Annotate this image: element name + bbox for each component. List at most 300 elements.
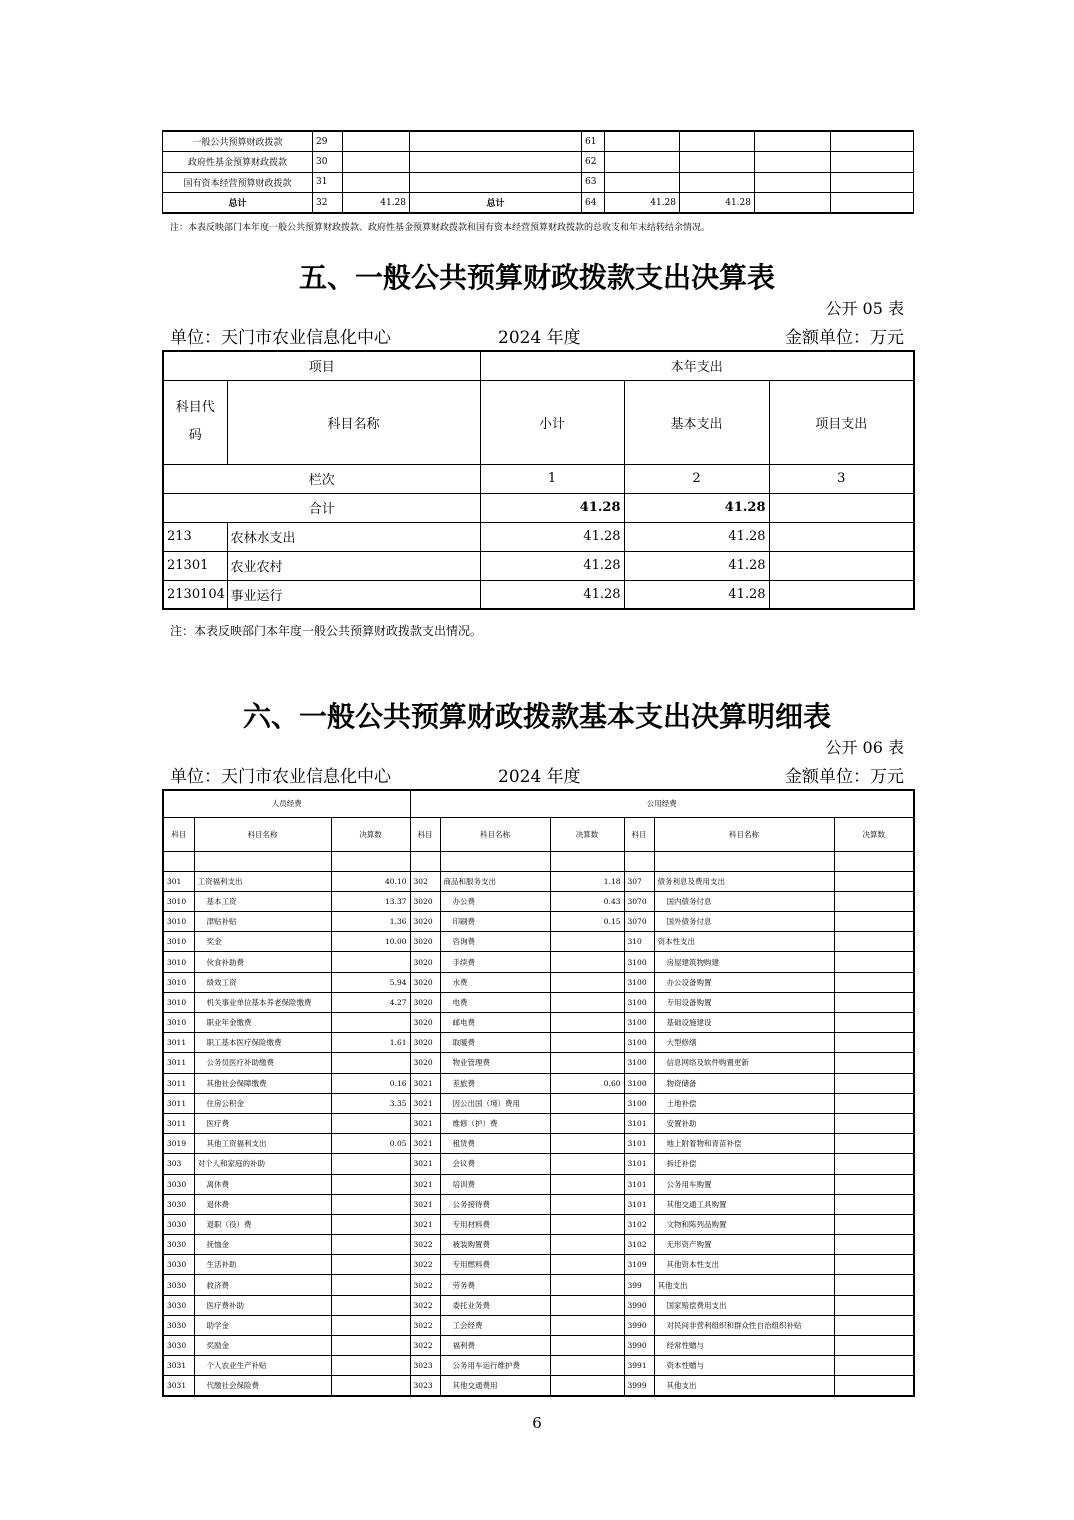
- row-amount: [331, 1255, 410, 1275]
- row-code: 3100: [624, 1073, 654, 1093]
- row-amount: [834, 952, 914, 972]
- header-code: 科目: [163, 817, 194, 851]
- row-amount: [834, 932, 914, 952]
- table6: [162, 789, 915, 1397]
- row-amount: [550, 1053, 624, 1073]
- row-code: 301: [163, 871, 194, 891]
- row-line: 31: [313, 172, 343, 193]
- row-amount: [550, 1174, 624, 1194]
- row-code: 3011: [163, 1073, 194, 1093]
- table6-title: 六、一般公共预算财政拨款基本支出决算明细表: [242, 700, 831, 733]
- row-code: 3100: [624, 1053, 654, 1073]
- row-name: 债务利息及费用支出: [654, 871, 834, 891]
- row-name: 医疗费补助: [194, 1295, 331, 1315]
- row-amount: [331, 1194, 410, 1214]
- row-name: 国外债务付息: [654, 912, 834, 932]
- row-name: 房屋建筑物购建: [654, 952, 834, 972]
- table-row: [163, 1013, 914, 1033]
- row-code: 3023: [410, 1356, 440, 1376]
- row-name: 救济费: [194, 1275, 331, 1295]
- row-code: 3010: [163, 972, 194, 992]
- row-amount: [834, 1154, 914, 1174]
- row-code: 3030: [163, 1174, 194, 1194]
- row-name: 抚恤金: [194, 1235, 331, 1255]
- row-code: 2130104: [163, 580, 227, 609]
- total-label: 合计: [163, 493, 480, 522]
- row-code: 3011: [163, 1113, 194, 1133]
- table-row: [163, 1194, 914, 1214]
- row-name: 其他资本性支出: [654, 1255, 834, 1275]
- row-amount: [834, 1255, 914, 1275]
- row-name: 事业运行: [227, 580, 480, 609]
- row-code: 3030: [163, 1214, 194, 1234]
- row-amount: [343, 152, 410, 173]
- header-name: 科目名称: [227, 380, 480, 464]
- row-v3: [755, 152, 831, 173]
- table5-title: 五、一般公共预算财政拨款支出决算表: [298, 261, 775, 294]
- row-code: 3030: [163, 1194, 194, 1214]
- row-name: 租赁费: [440, 1134, 550, 1154]
- row-name: 奖励金: [194, 1336, 331, 1356]
- header-amount: 决算数: [834, 817, 914, 851]
- row-amount: 5.94: [331, 972, 410, 992]
- row-name: 奖金: [194, 932, 331, 952]
- row-v1: [605, 152, 680, 173]
- row-item2: [410, 172, 582, 193]
- row-v1: [605, 172, 680, 193]
- row-name: 其他支出: [654, 1275, 834, 1295]
- header-amount: 决算数: [331, 817, 410, 851]
- row-amount: [834, 1033, 914, 1053]
- row-basic: 41.28: [624, 551, 769, 580]
- row-amount: [834, 1214, 914, 1234]
- row-amount: [550, 932, 624, 952]
- row-name: 福利费: [440, 1336, 550, 1356]
- row-amount: [550, 1255, 624, 1275]
- row-code: 3011: [163, 1033, 194, 1053]
- row-code: 3990: [624, 1336, 654, 1356]
- row-amount: [331, 952, 410, 972]
- row-amount: [834, 972, 914, 992]
- table-row: [163, 551, 914, 580]
- unit-label: 单位：天门市农业信息化中心: [170, 328, 391, 348]
- table6-number: 公开 06 表: [825, 738, 904, 757]
- row-amount: 0.15: [550, 912, 624, 932]
- row-name: 工会经费: [440, 1315, 550, 1335]
- row-amount: [550, 1154, 624, 1174]
- row-amount: [834, 1356, 914, 1376]
- row-item: 一般公共预算财政拨款: [163, 131, 313, 152]
- row-amount: [550, 1295, 624, 1315]
- row-name: 水费: [440, 972, 550, 992]
- table-row: [163, 1255, 914, 1275]
- row-code: 3101: [624, 1194, 654, 1214]
- row-amount: 10.00: [331, 932, 410, 952]
- row-name: 邮电费: [440, 1013, 550, 1033]
- row-code: 3031: [163, 1376, 194, 1396]
- row-code: 3020: [410, 1033, 440, 1053]
- table-row: [163, 131, 914, 152]
- row-amount: [331, 1154, 410, 1174]
- row-amount: [550, 1033, 624, 1053]
- row-code: 3022: [410, 1275, 440, 1295]
- row-name: 生活补助: [194, 1255, 331, 1275]
- row-line: 32: [313, 193, 343, 214]
- row-code: 213: [163, 522, 227, 551]
- row-code: 3010: [163, 952, 194, 972]
- table-row: [163, 1134, 914, 1154]
- row-code: 3100: [624, 1033, 654, 1053]
- unit-label: 单位：天门市农业信息化中心: [170, 767, 391, 787]
- row-code: 3021: [410, 1154, 440, 1174]
- row-code: 3021: [410, 1174, 440, 1194]
- row-name: 离休费: [194, 1174, 331, 1194]
- row-amount: [331, 1013, 410, 1033]
- row-code: 3010: [163, 912, 194, 932]
- currency-label: 金额单位：万元: [785, 767, 904, 787]
- row-v4: [831, 131, 914, 152]
- row-code: 3010: [163, 992, 194, 1012]
- row-name: 土地补偿: [654, 1093, 834, 1113]
- row-code: 3100: [624, 952, 654, 972]
- row-amount: [331, 1174, 410, 1194]
- row-amount: [550, 1235, 624, 1255]
- row-code: 3100: [624, 1093, 654, 1113]
- row-amount: [834, 1134, 914, 1154]
- row-amount: [834, 1073, 914, 1093]
- row-line2: 61: [582, 131, 605, 152]
- row-line2: 62: [582, 152, 605, 173]
- row-name: 电费: [440, 992, 550, 1012]
- row-line: 29: [313, 131, 343, 152]
- row-amount: [834, 1315, 914, 1335]
- table-row: [163, 1315, 914, 1335]
- table5: [162, 350, 915, 610]
- row-name: 基本工资: [194, 891, 331, 911]
- row-code: 3020: [410, 992, 440, 1012]
- table-row: [163, 1174, 914, 1194]
- row-amount: 0.05: [331, 1134, 410, 1154]
- row-name: 公务用车购置: [654, 1174, 834, 1194]
- row-code: 3011: [163, 1053, 194, 1073]
- total-subtotal: 41.28: [480, 493, 624, 522]
- row-name: 商品和服务支出: [440, 871, 550, 891]
- row-v1: [605, 131, 680, 152]
- year-label: 2024 年度: [498, 767, 581, 787]
- table-row: [163, 1033, 914, 1053]
- row-amount: [550, 992, 624, 1012]
- row-v4: [831, 152, 914, 173]
- row-amount: [550, 1093, 624, 1113]
- row-code: 3991: [624, 1356, 654, 1376]
- row-name: 绩效工资: [194, 972, 331, 992]
- header-current-year: 本年支出: [480, 351, 914, 380]
- col-label: 栏次: [163, 464, 480, 493]
- row-code: 3102: [624, 1235, 654, 1255]
- row-code: 3021: [410, 1194, 440, 1214]
- row-name: 个人农业生产补贴: [194, 1356, 331, 1376]
- header-personnel: 人员经费: [163, 790, 410, 817]
- row-amount: 0.43: [550, 891, 624, 911]
- row-name: 专用材料费: [440, 1214, 550, 1234]
- row-name: 基础设施建设: [654, 1013, 834, 1033]
- row-code: 3022: [410, 1315, 440, 1335]
- table-row: [163, 193, 914, 214]
- row-name: 拆迁补偿: [654, 1154, 834, 1174]
- row-code: 3030: [163, 1336, 194, 1356]
- row-name: 信息网络及软件购置更新: [654, 1053, 834, 1073]
- row-amount: [331, 1053, 410, 1073]
- row-amount: [331, 1235, 410, 1255]
- row-amount: 1.18: [550, 871, 624, 891]
- row-name: 差旅费: [440, 1073, 550, 1093]
- row-code: 3010: [163, 1013, 194, 1033]
- header-basic: 基本支出: [624, 380, 769, 464]
- row-amount: [343, 172, 410, 193]
- row-name: 公务接待费: [440, 1194, 550, 1214]
- row-item2: [410, 152, 582, 173]
- row-name: 资本性支出: [654, 932, 834, 952]
- row-amount: [331, 1376, 410, 1396]
- table-row: [163, 1053, 914, 1073]
- row-v2: [680, 131, 755, 152]
- row-amount: 41.28: [343, 193, 410, 214]
- row-amount: [550, 1013, 624, 1033]
- row-item: 国有资本经营预算财政拨款: [163, 172, 313, 193]
- row-name: 其他交通工具购置: [654, 1194, 834, 1214]
- row-code: 3019: [163, 1134, 194, 1154]
- row-v3: [755, 193, 831, 214]
- row-code: 3020: [410, 932, 440, 952]
- row-amount: [331, 1315, 410, 1335]
- row-amount: [331, 1275, 410, 1295]
- row-name: 农林水支出: [227, 522, 480, 551]
- row-name: 国内债务付息: [654, 891, 834, 911]
- row-name: 津贴补贴: [194, 912, 331, 932]
- table-row: [163, 952, 914, 972]
- row-code: 3010: [163, 891, 194, 911]
- row-v1: 41.28: [605, 193, 680, 214]
- table-row: [163, 932, 914, 952]
- row-name: 委托业务费: [440, 1295, 550, 1315]
- row-subtotal: 41.28: [480, 580, 624, 609]
- row-basic: 41.28: [624, 580, 769, 609]
- row-code: 21301: [163, 551, 227, 580]
- row-code: 302: [410, 871, 440, 891]
- row-code: 3070: [624, 891, 654, 911]
- table-row: [163, 580, 914, 609]
- row-code: 3022: [410, 1255, 440, 1275]
- row-code: 3020: [410, 912, 440, 932]
- row-amount: [550, 972, 624, 992]
- row-name: 取暖费: [440, 1033, 550, 1053]
- header-name: 科目名称: [440, 817, 550, 851]
- row-amount: [834, 871, 914, 891]
- row-code: 3990: [624, 1295, 654, 1315]
- row-code: 399: [624, 1275, 654, 1295]
- row-amount: 40.10: [331, 871, 410, 891]
- row-code: 3100: [624, 972, 654, 992]
- col-3: 3: [769, 464, 914, 493]
- row-name: 物业管理费: [440, 1053, 550, 1073]
- row-name: 物资储备: [654, 1073, 834, 1093]
- row-amount: [834, 1295, 914, 1315]
- row-subtotal: 41.28: [480, 522, 624, 551]
- row-amount: 0.16: [331, 1073, 410, 1093]
- row-amount: [834, 1194, 914, 1214]
- row-code: 3020: [410, 1053, 440, 1073]
- row-name: 对民间非营利组织和群众性自治组织补贴: [654, 1315, 834, 1335]
- row-name: 专用燃料费: [440, 1255, 550, 1275]
- row-amount: [550, 1336, 624, 1356]
- table-row: [163, 1113, 914, 1133]
- row-name: 会议费: [440, 1154, 550, 1174]
- row-amount: [834, 1113, 914, 1133]
- row-amount: 4.27: [331, 992, 410, 1012]
- row-name: 农业农村: [227, 551, 480, 580]
- header-name: 科目名称: [654, 817, 834, 851]
- row-amount: [550, 1194, 624, 1214]
- row-code: 3020: [410, 952, 440, 972]
- row-name: 工资福利支出: [194, 871, 331, 891]
- row-amount: [550, 1376, 624, 1396]
- row-name: 咨询费: [440, 932, 550, 952]
- row-v3: [755, 172, 831, 193]
- row-name: 资本性赠与: [654, 1356, 834, 1376]
- row-code: 3100: [624, 992, 654, 1012]
- row-code: 3101: [624, 1134, 654, 1154]
- table-row: [163, 1336, 914, 1356]
- row-code: 3021: [410, 1214, 440, 1234]
- row-name: 职业年金缴费: [194, 1013, 331, 1033]
- table-row: [163, 1154, 914, 1174]
- table-row: [163, 871, 914, 891]
- row-amount: [834, 992, 914, 1012]
- row-name: 代缴社会保险费: [194, 1376, 331, 1396]
- row-name: 退职（役）费: [194, 1214, 331, 1234]
- row-code: 3010: [163, 932, 194, 952]
- row-amount: [550, 952, 624, 972]
- row-code: 3102: [624, 1214, 654, 1234]
- table5-note: 注：本表反映部门本年度一般公共预算财政拨款支出情况。: [170, 624, 483, 638]
- row-amount: [834, 912, 914, 932]
- row-amount: [550, 1315, 624, 1335]
- row-name: 对个人和家庭的补助: [194, 1154, 331, 1174]
- row-name: 其他工资福利支出: [194, 1134, 331, 1154]
- row-name: 因公出国（境）费用: [440, 1093, 550, 1113]
- table-row: [163, 912, 914, 932]
- row-amount: 1.61: [331, 1033, 410, 1053]
- table-row: [163, 1093, 914, 1113]
- table-row: [163, 1073, 914, 1093]
- row-subtotal: 41.28: [480, 551, 624, 580]
- row-name: 地上附着物和青苗补偿: [654, 1134, 834, 1154]
- table-row: [163, 1275, 914, 1295]
- row-code: 3021: [410, 1113, 440, 1133]
- table4-tail: [162, 130, 914, 214]
- row-code: 3022: [410, 1295, 440, 1315]
- row-name: 国家赔偿费用支出: [654, 1295, 834, 1315]
- total-project: [769, 493, 914, 522]
- row-name: 伙食补助费: [194, 952, 331, 972]
- row-amount: [550, 1214, 624, 1234]
- table5-number: 公开 05 表: [825, 299, 904, 318]
- year-label: 2024 年度: [498, 328, 581, 348]
- row-code: 3020: [410, 972, 440, 992]
- row-code: 3021: [410, 1093, 440, 1113]
- row-name: 经常性赠与: [654, 1336, 834, 1356]
- row-code: 3022: [410, 1336, 440, 1356]
- row-amount: [331, 1214, 410, 1234]
- row-item: 总计: [163, 193, 313, 214]
- row-amount: [834, 1376, 914, 1396]
- table-row: [163, 891, 914, 911]
- page-number: 6: [532, 1414, 542, 1432]
- row-v2: [680, 172, 755, 193]
- row-name: 维修（护）费: [440, 1113, 550, 1133]
- row-basic: 41.28: [624, 522, 769, 551]
- row-code: 3020: [410, 891, 440, 911]
- row-item2: 总计: [410, 193, 582, 214]
- row-code: 3109: [624, 1255, 654, 1275]
- row-code: 3030: [163, 1255, 194, 1275]
- row-code: 310: [624, 932, 654, 952]
- row-item: 政府性基金预算财政拨款: [163, 152, 313, 173]
- row-code: 3030: [163, 1295, 194, 1315]
- row-amount: 1.36: [331, 912, 410, 932]
- row-code: 3022: [410, 1235, 440, 1255]
- header-code: 科目代码: [163, 380, 227, 464]
- table-row: [163, 1376, 914, 1396]
- row-v4: [831, 172, 914, 193]
- row-line: 30: [313, 152, 343, 173]
- row-amount: [834, 1053, 914, 1073]
- header-item: 项目: [163, 351, 480, 380]
- row-code: 3101: [624, 1174, 654, 1194]
- row-v2: 41.28: [680, 193, 755, 214]
- row-name: 其他社会保障缴费: [194, 1073, 331, 1093]
- row-code: 3031: [163, 1356, 194, 1376]
- header-subtotal: 小计: [480, 380, 624, 464]
- row-code: 3030: [163, 1315, 194, 1335]
- row-name: 职工基本医疗保险缴费: [194, 1033, 331, 1053]
- row-line2: 64: [582, 193, 605, 214]
- row-code: 3021: [410, 1073, 440, 1093]
- table-row: [163, 152, 914, 173]
- table-row: [163, 522, 914, 551]
- row-code: 3023: [410, 1376, 440, 1396]
- row-line2: 63: [582, 172, 605, 193]
- table-row: [163, 1295, 914, 1315]
- row-name: 其他交通费用: [440, 1376, 550, 1396]
- row-amount: [331, 1356, 410, 1376]
- col-2: 2: [624, 464, 769, 493]
- row-name: 机关事业单位基本养老保险缴费: [194, 992, 331, 1012]
- header-project: 项目支出: [769, 380, 914, 464]
- row-amount: [550, 1134, 624, 1154]
- row-code: 3020: [410, 1013, 440, 1033]
- col-1: 1: [480, 464, 624, 493]
- row-project: [769, 580, 914, 609]
- row-code: 3101: [624, 1154, 654, 1174]
- table5-unit-row: [170, 323, 904, 348]
- table6-unit-row: [170, 762, 904, 787]
- row-name: 医疗费: [194, 1113, 331, 1133]
- row-amount: [331, 1295, 410, 1315]
- row-name: 住房公积金: [194, 1093, 331, 1113]
- row-item2: [410, 131, 582, 152]
- row-code: 3030: [163, 1275, 194, 1295]
